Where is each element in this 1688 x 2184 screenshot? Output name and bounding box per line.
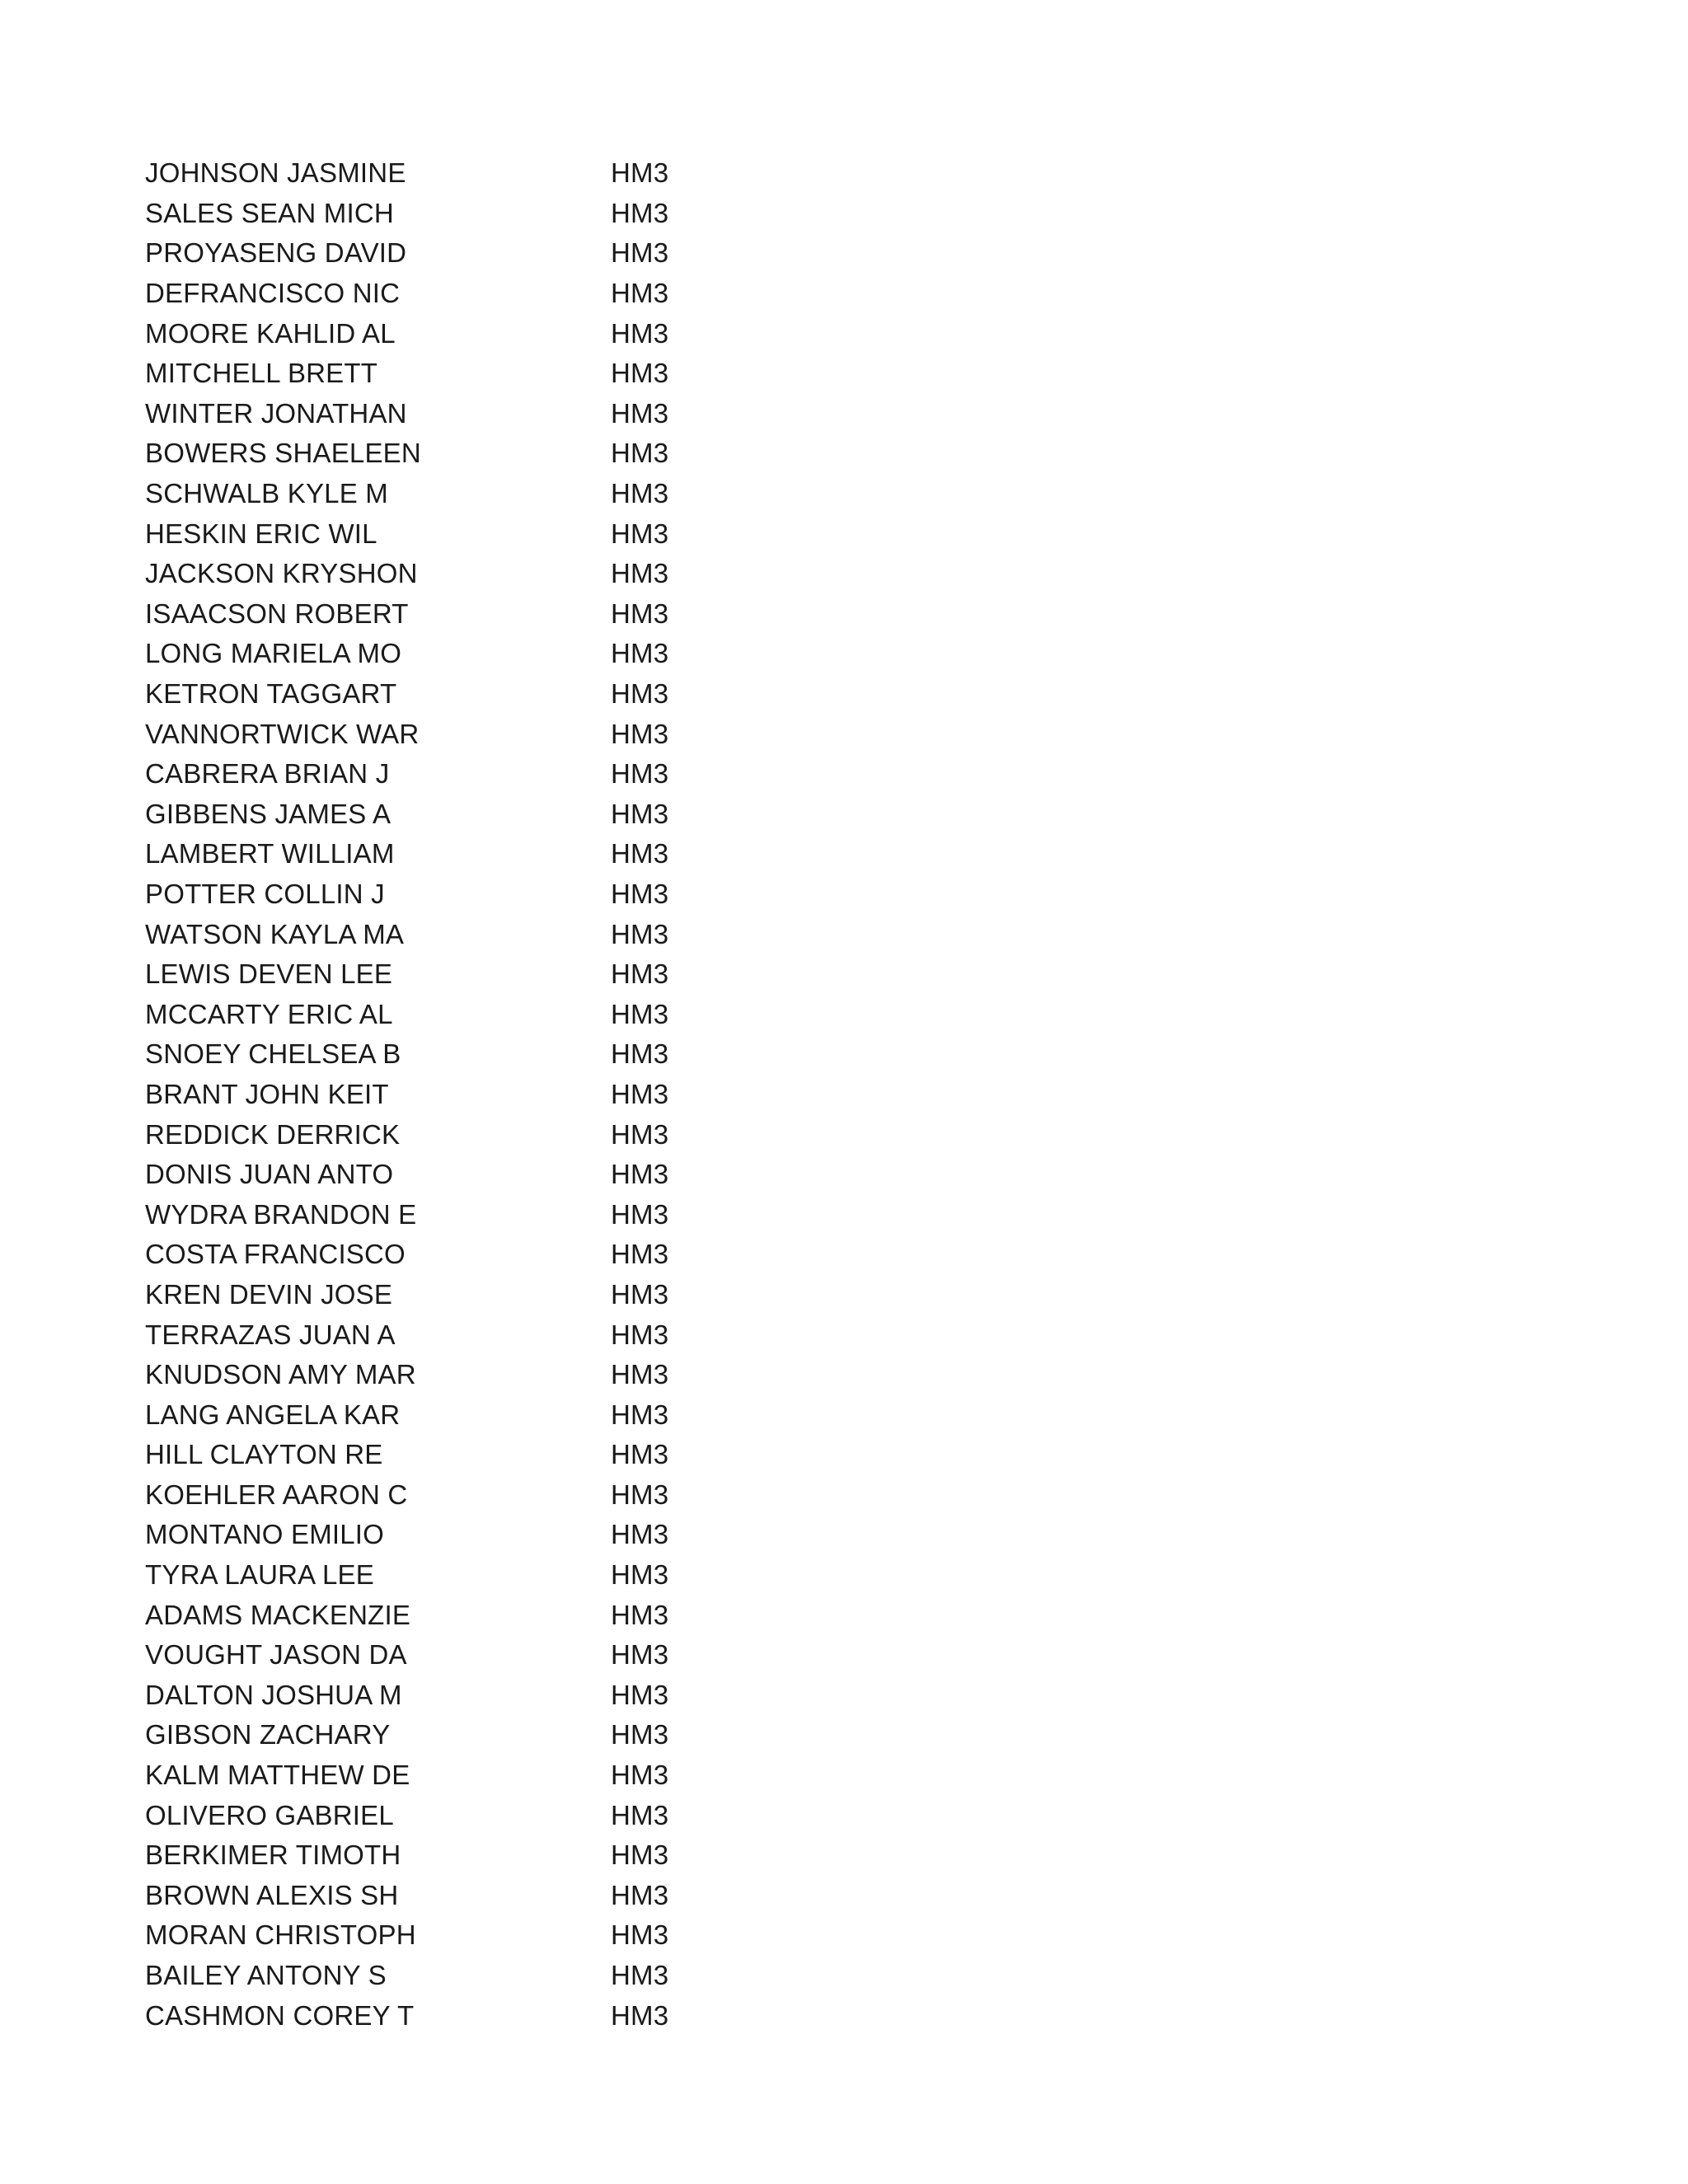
member-name: GIBBENS JAMES A <box>145 798 392 829</box>
member-rate: HM3 <box>611 1639 669 1671</box>
member-rate: HM3 <box>611 1118 669 1150</box>
member-rate: HM3 <box>611 438 669 469</box>
member-rate: HM3 <box>611 998 669 1029</box>
member-rate: HM3 <box>611 1679 669 1710</box>
roster-row <box>145 994 722 1034</box>
member-name: HILL CLAYTON RE <box>145 1439 383 1470</box>
roster-row <box>145 954 722 995</box>
roster-row <box>145 674 722 715</box>
member-name: ISAACSON ROBERT <box>145 598 409 629</box>
member-rate: HM3 <box>611 638 669 669</box>
member-rate: HM3 <box>611 1760 669 1791</box>
member-rate: HM3 <box>611 598 669 629</box>
member-name: MCCARTY ERIC AL <box>145 998 393 1029</box>
member-rate: HM3 <box>611 1359 669 1390</box>
member-name: BERKIMER TIMOTH <box>145 1840 401 1871</box>
member-rate: HM3 <box>611 197 669 228</box>
member-rate: HM3 <box>611 157 669 189</box>
member-name: BAILEY ANTONY S <box>145 1960 387 1991</box>
member-rate: HM3 <box>611 558 669 589</box>
member-name: LONG MARIELA MO <box>145 638 402 669</box>
member-rate: HM3 <box>611 1919 669 1951</box>
member-rate: HM3 <box>611 317 669 349</box>
member-rate: HM3 <box>611 798 669 829</box>
roster-row <box>145 1194 722 1235</box>
member-rate: HM3 <box>611 1038 669 1070</box>
roster-row <box>145 1435 722 1475</box>
roster-row <box>145 1995 722 2036</box>
member-rate: HM3 <box>611 718 669 749</box>
member-name: WATSON KAYLA MA <box>145 918 405 949</box>
member-name: JACKSON KRYSHON <box>145 558 418 589</box>
roster-row <box>145 274 722 314</box>
roster-row <box>145 554 722 594</box>
member-name: VOUGHT JASON DA <box>145 1639 407 1671</box>
member-rate: HM3 <box>611 358 669 389</box>
member-name: JOHNSON JASMINE <box>145 157 406 189</box>
member-name: REDDICK DERRICK <box>145 1118 401 1150</box>
roster-row <box>145 1715 722 1755</box>
roster-row <box>145 513 722 554</box>
member-rate: HM3 <box>611 1599 669 1630</box>
roster-row <box>145 194 722 234</box>
roster-row <box>145 1956 722 1996</box>
member-rate: HM3 <box>611 1439 669 1470</box>
roster-row <box>145 233 722 274</box>
member-name: COSTA FRANCISCO <box>145 1239 406 1270</box>
member-name: ADAMS MACKENZIE <box>145 1599 411 1630</box>
roster-row <box>145 354 722 394</box>
member-rate: HM3 <box>611 918 669 949</box>
member-rate: HM3 <box>611 1559 669 1591</box>
roster-row <box>145 434 722 474</box>
member-name: CABRERA BRIAN J <box>145 758 390 790</box>
roster-row <box>145 914 722 954</box>
member-rate: HM3 <box>611 278 669 309</box>
roster-row <box>145 1075 722 1115</box>
member-name: PROYASENG DAVID <box>145 237 407 269</box>
roster-row <box>145 634 722 674</box>
member-name: BROWN ALEXIS SH <box>145 1879 399 1910</box>
roster-row <box>145 1555 722 1596</box>
member-name: OLIVERO GABRIEL <box>145 1799 394 1830</box>
member-name: HESKIN ERIC WIL <box>145 518 377 549</box>
member-name: GIBSON ZACHARY <box>145 1719 391 1750</box>
member-rate: HM3 <box>611 1239 669 1270</box>
member-rate: HM3 <box>611 878 669 909</box>
member-name: BOWERS SHAELEEN <box>145 438 421 469</box>
member-name: LAMBERT WILLIAM <box>145 838 395 869</box>
member-name: KREN DEVIN JOSE <box>145 1278 393 1310</box>
roster-row <box>145 1876 722 1916</box>
member-rate: HM3 <box>611 678 669 710</box>
member-name: DALTON JOSHUA M <box>145 1679 402 1710</box>
member-name: MITCHELL BRETT <box>145 358 378 389</box>
roster-row <box>145 834 722 874</box>
member-rate: HM3 <box>611 237 669 269</box>
roster-row <box>145 714 722 754</box>
member-name: LEWIS DEVEN LEE <box>145 958 393 990</box>
roster-row <box>145 1394 722 1435</box>
member-name: MONTANO EMILIO <box>145 1519 385 1550</box>
member-name: SCHWALB KYLE M <box>145 478 388 509</box>
roster-row <box>145 1034 722 1075</box>
member-rate: HM3 <box>611 518 669 549</box>
member-rate: HM3 <box>611 1479 669 1510</box>
member-name: SALES SEAN MICH <box>145 197 394 228</box>
roster-row <box>145 1915 722 1956</box>
member-name: TYRA LAURA LEE <box>145 1559 374 1591</box>
member-rate: HM3 <box>611 1999 669 2031</box>
member-name: DEFRANCISCO NIC <box>145 278 401 309</box>
member-rate: HM3 <box>611 1319 669 1350</box>
roster-row <box>145 394 722 434</box>
roster-row <box>145 1675 722 1716</box>
roster-row <box>145 1795 722 1835</box>
roster-row <box>145 1235 722 1275</box>
roster-row <box>145 1635 722 1675</box>
member-rate: HM3 <box>611 1278 669 1310</box>
member-rate: HM3 <box>611 397 669 429</box>
member-name: KNUDSON AMY MAR <box>145 1359 416 1390</box>
roster-row <box>145 153 722 194</box>
member-rate: HM3 <box>611 478 669 509</box>
roster-row <box>145 1275 722 1315</box>
member-rate: HM3 <box>611 1519 669 1550</box>
roster-row <box>145 1475 722 1516</box>
roster-row <box>145 1835 722 1876</box>
roster-row <box>145 1515 722 1555</box>
roster-row <box>145 1355 722 1395</box>
roster-row <box>145 1114 722 1155</box>
member-name: LANG ANGELA KAR <box>145 1399 401 1430</box>
roster-row <box>145 313 722 354</box>
roster-row <box>145 1155 722 1195</box>
roster-row <box>145 874 722 915</box>
member-rate: HM3 <box>611 838 669 869</box>
member-name: BRANT JOHN KEIT <box>145 1078 389 1109</box>
member-rate: HM3 <box>611 758 669 790</box>
member-rate: HM3 <box>611 1198 669 1230</box>
roster-row <box>145 1315 722 1355</box>
member-name: WYDRA BRANDON E <box>145 1198 417 1230</box>
member-rate: HM3 <box>611 1399 669 1430</box>
roster-list <box>145 153 722 2076</box>
member-rate: HM3 <box>611 1960 669 1991</box>
roster-row <box>145 594 722 635</box>
member-rate: HM3 <box>611 1078 669 1109</box>
roster-row <box>145 2036 722 2076</box>
member-name: KETRON TAGGART <box>145 678 397 710</box>
member-name: POTTER COLLIN J <box>145 878 385 909</box>
member-name: CASHMON COREY T <box>145 1999 415 2031</box>
member-rate: HM3 <box>611 1840 669 1871</box>
member-rate: HM3 <box>611 1719 669 1750</box>
member-name: VANNORTWICK WAR <box>145 718 420 749</box>
roster-row <box>145 1595 722 1635</box>
member-name: TERRAZAS JUAN A <box>145 1319 396 1350</box>
member-name: SNOEY CHELSEA B <box>145 1038 401 1070</box>
roster-row <box>145 1755 722 1796</box>
member-name: KOEHLER AARON C <box>145 1479 408 1510</box>
roster-row <box>145 754 722 794</box>
member-rate: HM3 <box>611 1799 669 1830</box>
member-name: WINTER JONATHAN <box>145 397 407 429</box>
member-rate: HM3 <box>611 1879 669 1910</box>
member-name: MOORE KAHLID AL <box>145 317 396 349</box>
member-name: DONIS JUAN ANTO <box>145 1159 394 1190</box>
member-rate: HM3 <box>611 958 669 990</box>
roster-row <box>145 474 722 514</box>
member-name: KALM MATTHEW DE <box>145 1760 410 1791</box>
member-rate: HM3 <box>611 1159 669 1190</box>
member-name: MORAN CHRISTOPH <box>145 1919 416 1951</box>
roster-row <box>145 794 722 835</box>
